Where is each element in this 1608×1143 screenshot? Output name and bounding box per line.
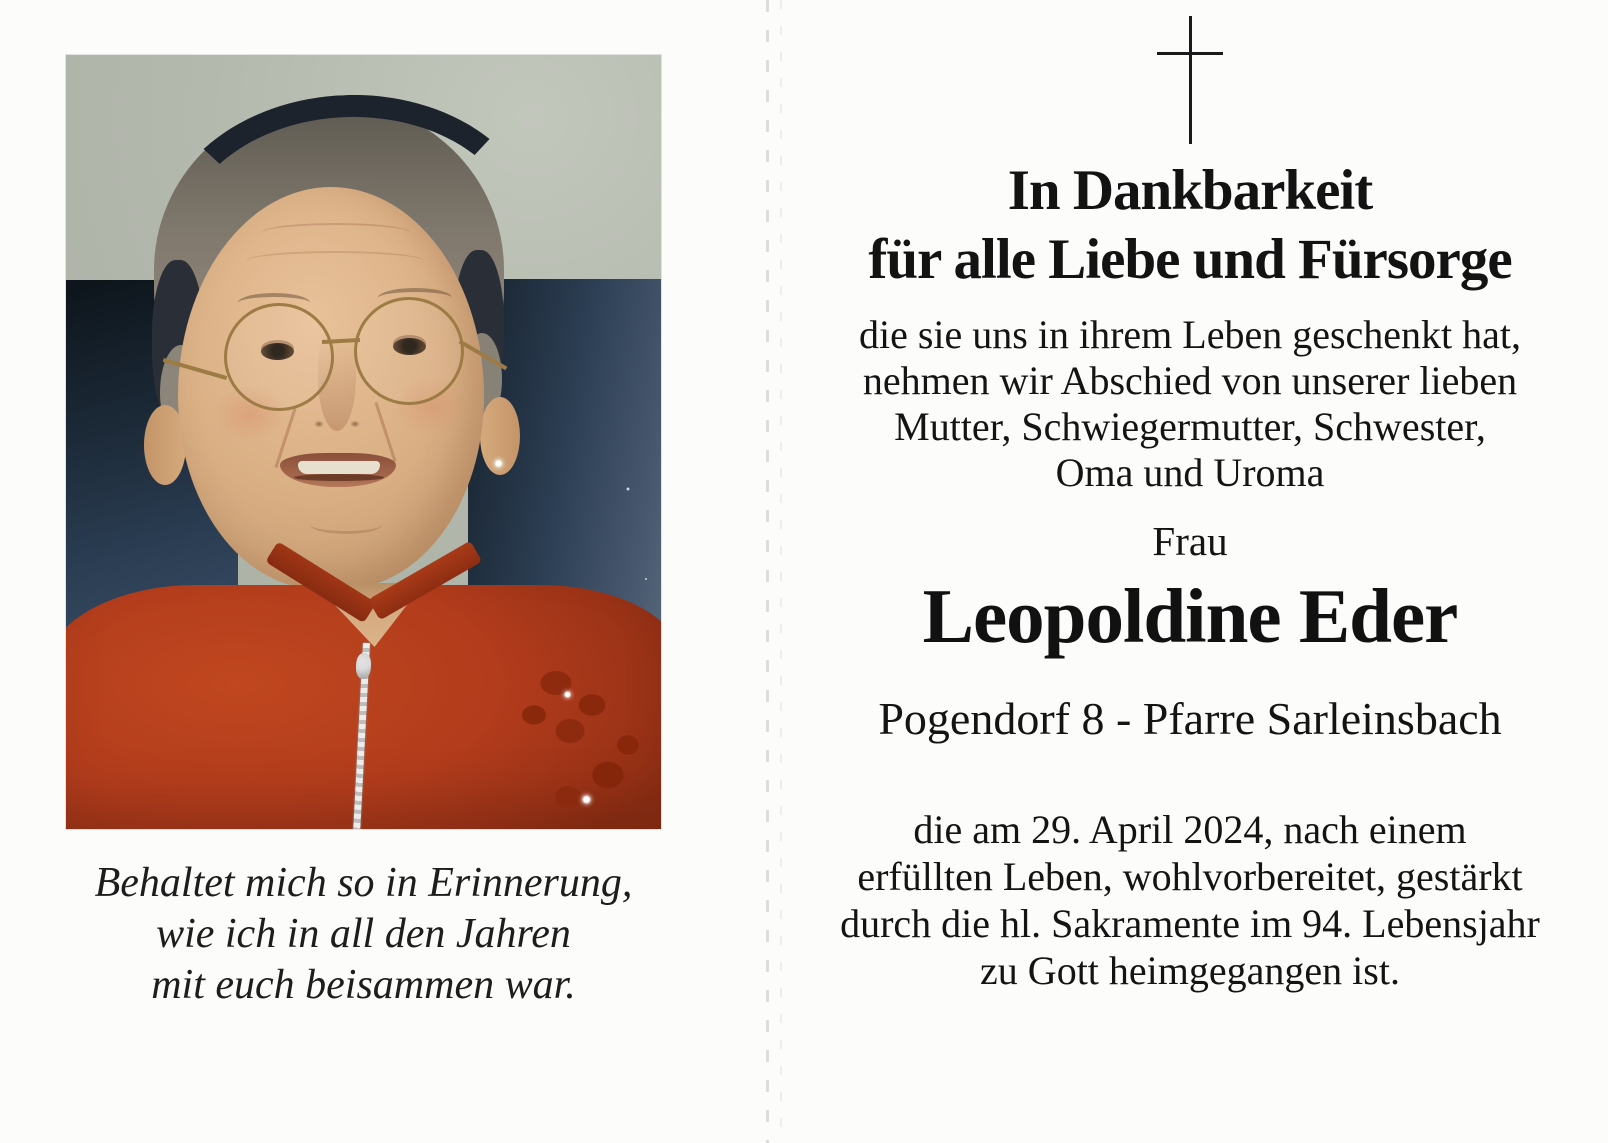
memorial-verse [66, 858, 661, 1011]
intro-line: die sie uns in ihrem Leben geschenkt hat, [858, 312, 1522, 357]
obituary-line: durch die hl. Sakramente im 94. Lebensjahr [840, 901, 1540, 946]
title-line: für alle Liebe und Fürsorge [868, 228, 1512, 291]
rhinestone-sparkle [582, 795, 591, 804]
card-title [790, 156, 1590, 294]
forehead-wrinkle [261, 223, 411, 243]
chin-crease [310, 515, 382, 534]
verse-line: wie ich in all den Jahren [156, 911, 571, 957]
glasses-lens-left [224, 303, 334, 411]
fold-crease [766, 0, 769, 1143]
teeth [298, 461, 380, 474]
forehead-wrinkle [246, 251, 424, 271]
earring [494, 459, 503, 468]
nostrils [309, 415, 365, 433]
title-line: In Dankbarkeit [1007, 159, 1373, 222]
mouth-gap [294, 474, 384, 481]
verse-line: mit euch beisammen war. [151, 962, 576, 1008]
fold-crease-secondary [780, 0, 782, 1143]
intro-paragraph [790, 312, 1590, 496]
text-panel [790, 0, 1590, 1143]
cross-vertical-bar [1189, 16, 1192, 144]
flower-embroidery [496, 653, 661, 829]
rhinestone-sparkle [564, 691, 571, 698]
obituary-line: die am 29. April 2024, nach einem [913, 807, 1467, 852]
salutation: Frau [1152, 518, 1228, 564]
obituary-paragraph [790, 806, 1590, 994]
cross-icon [790, 16, 1590, 148]
address-line: Pogendorf 8 - Pfarre Sarleinsbach [878, 693, 1502, 744]
intro-line: Oma und Uroma [1055, 450, 1325, 495]
deceased-name: Leopoldine Eder [922, 573, 1458, 659]
cross-horizontal-bar [1157, 52, 1223, 55]
obituary-line: erfüllten Leben, wohlvorbereitet, gestärkt [857, 854, 1523, 899]
glasses-lens-right [354, 297, 464, 405]
intro-line: nehmen wir Abschied von unserer lieben [862, 358, 1518, 403]
portrait-photo [66, 55, 661, 829]
intro-line: Mutter, Schwiegermutter, Schwester, [894, 404, 1486, 449]
verse-line: Behaltet mich so in Erinnerung, [94, 860, 633, 906]
obituary-line: zu Gott heimgegangen ist. [980, 948, 1400, 993]
